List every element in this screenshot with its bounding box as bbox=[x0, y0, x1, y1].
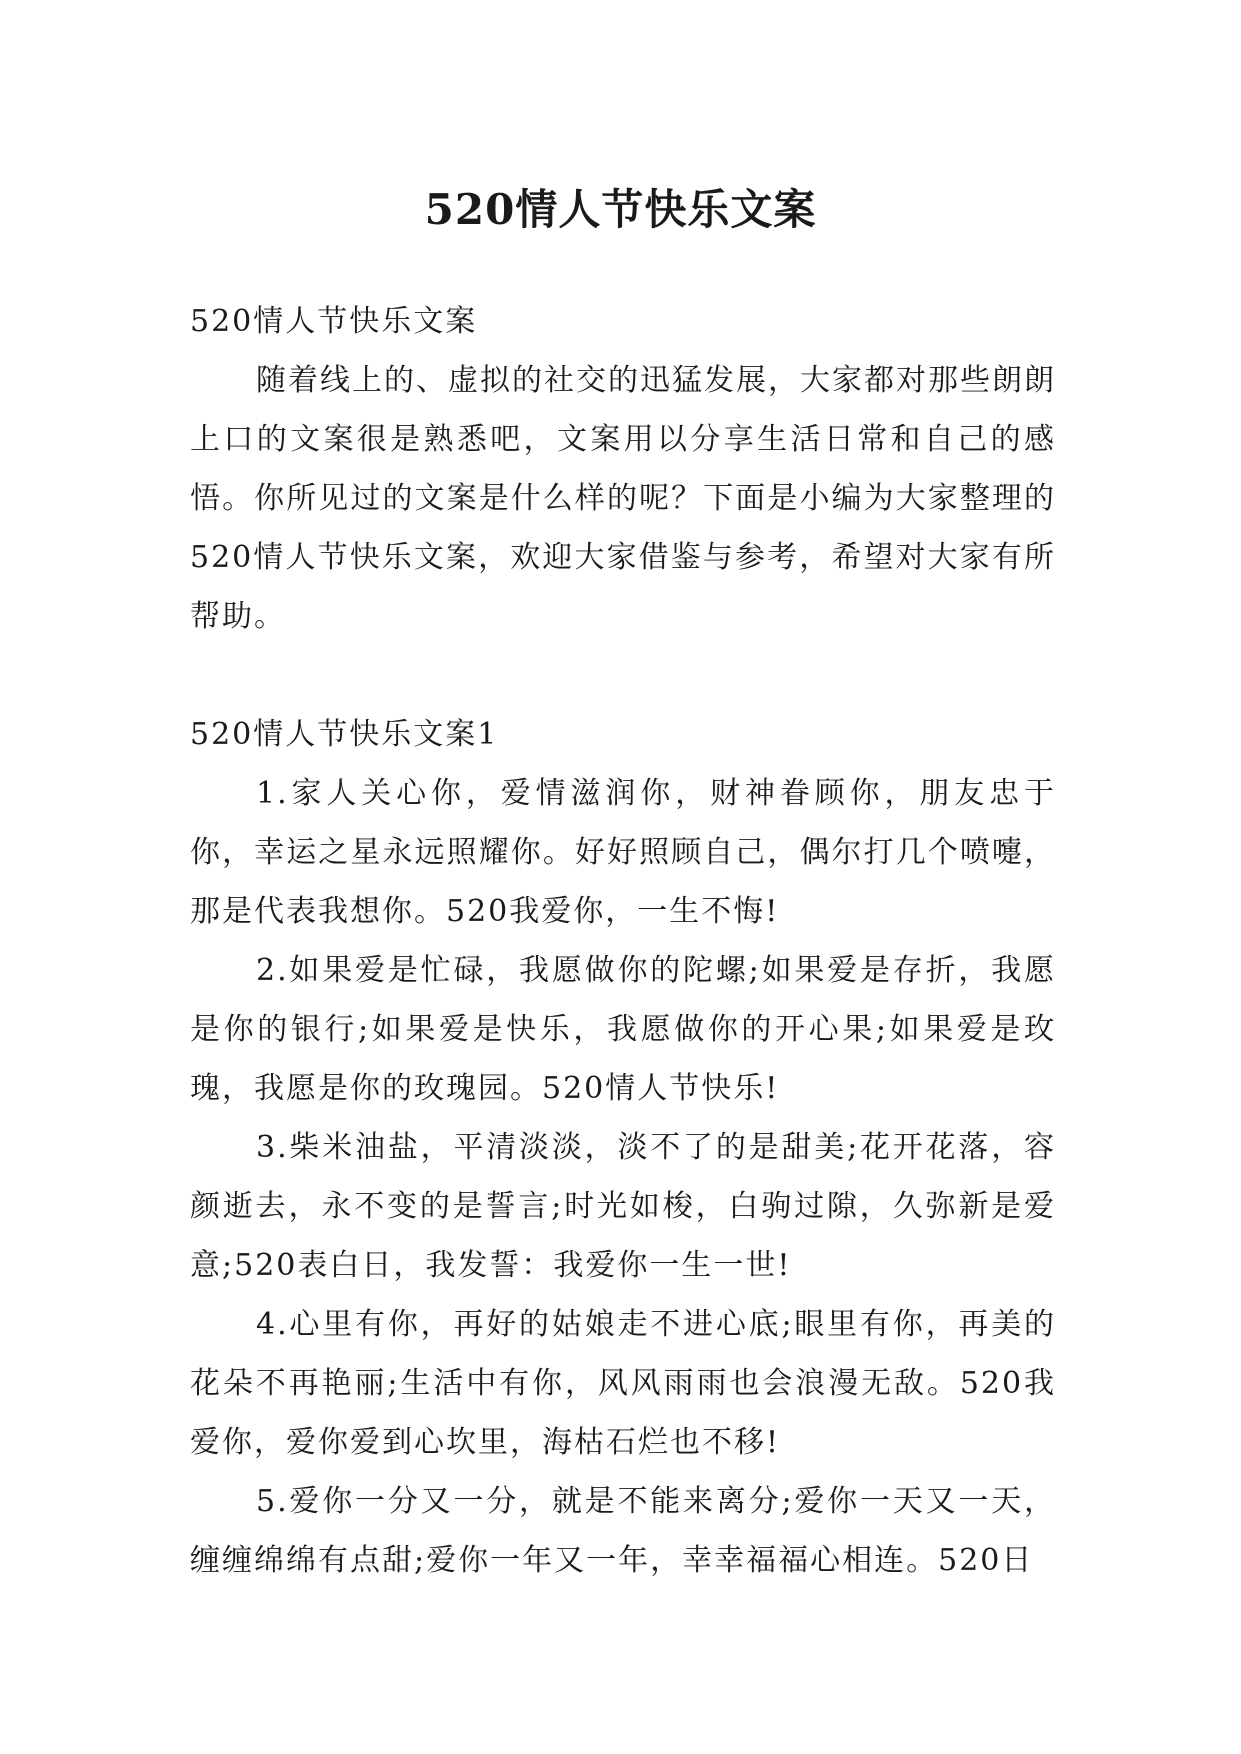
document-body bbox=[190, 292, 1056, 1590]
list-item: 3.柴米油盐，平清淡淡，淡不了的是甜美;花开花落，容颜逝去，永不变的是誓言;时光如梭，白驹过隙，久弥新是爱意;520表白日，我发誓：我爱你一生一世! bbox=[190, 1130, 1056, 1283]
section-heading: 520情人节快乐文案1 bbox=[190, 717, 499, 752]
intro-heading: 520情人节快乐文案 bbox=[190, 304, 478, 339]
list-item: 5.爱你一分又一分，就是不能来离分;爱你一天又一天，缠缠绵绵有点甜;爱你一年又一年，幸幸福福心相连。520日 bbox=[190, 1484, 1056, 1578]
document-title: 520情人节快乐文案 bbox=[424, 185, 817, 235]
section-spacer bbox=[190, 646, 1056, 705]
list-item: 1.家人关心你，爱情滋润你，财神眷顾你，朋友忠于你，幸运之星永远照耀你。好好照顾自己，偶尔打几个喷嚏，那是代表我想你。520我爱你，一生不悔! bbox=[190, 776, 1056, 929]
intro-paragraph: 随着线上的、虚拟的社交的迅猛发展，大家都对那些朗朗上口的文案很是熟悉吧，文案用以分享生活日常和自己的感悟。你所见过的文案是什么样的呢？下面是小编为大家整理的520情人节快乐文案，欢迎大家借鉴与参考，希望对大家有所帮助。 bbox=[190, 363, 1056, 634]
list-item: 4.心里有你，再好的姑娘走不进心底;眼里有你，再美的花朵不再艳丽;生活中有你，风风雨雨也会浪漫无敌。520我爱你，爱你爱到心坎里，海枯石烂也不移! bbox=[190, 1307, 1056, 1460]
list-item: 2.如果爱是忙碌，我愿做你的陀螺;如果爱是存折，我愿是你的银行;如果爱是快乐，我愿做你的开心果;如果爱是玫瑰，我愿是你的玫瑰园。520情人节快乐! bbox=[190, 953, 1056, 1106]
